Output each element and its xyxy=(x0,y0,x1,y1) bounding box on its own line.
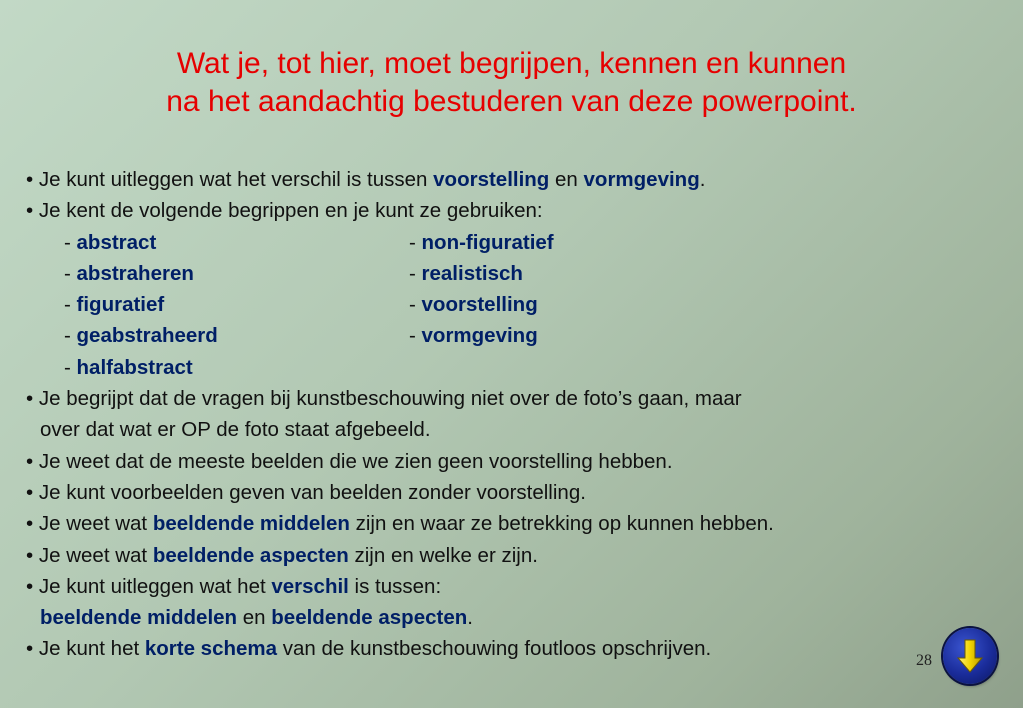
term: non-figuratief xyxy=(421,230,554,254)
keyword: korte schema xyxy=(144,637,278,661)
bullet-1 xyxy=(26,164,1006,195)
title-line-1: Wat je, tot hier, moet begrijpen, kennen en kunnen xyxy=(176,47,847,80)
bullet-text: • Je weet wat xyxy=(26,512,153,536)
dash: - xyxy=(64,324,77,348)
bullet-text: . xyxy=(467,606,473,630)
term-col2 xyxy=(409,258,523,289)
bullet-text: • Je kunt uitleggen wat het verschil is tussen xyxy=(26,168,434,191)
term-col2 xyxy=(409,289,538,320)
bullet-text: • Je kunt het xyxy=(26,637,145,661)
bullet-text: en xyxy=(237,606,272,630)
bullet-2: • Je kent de volgende begrippen en je kunt ze gebruiken: xyxy=(26,199,543,223)
bullet-text: en xyxy=(549,168,584,191)
bullet-text: . xyxy=(699,168,706,191)
term: figuratief xyxy=(76,293,165,317)
term-row-4 xyxy=(26,320,1006,351)
term-row-3 xyxy=(26,289,1006,320)
bullet-text: zijn en welke er zijn. xyxy=(348,543,538,567)
keyword: vormgeving xyxy=(583,168,700,191)
bullet-3-line-1: • Je begrijpt dat de vragen bij kunstbeschouwing niet over de foto’s gaan, maar xyxy=(26,387,742,411)
dash: - xyxy=(409,324,422,348)
term-col2 xyxy=(409,320,538,351)
title-line-2: na het aandachtig bestuderen van deze powerpoint. xyxy=(166,85,857,118)
term: realistisch xyxy=(421,261,523,285)
bullet-text: van de kunstbeschouwing foutloos opschrijven. xyxy=(277,637,712,661)
keyword: beeldende middelen xyxy=(40,606,238,630)
keyword: beeldende aspecten xyxy=(152,543,349,567)
keyword: beeldende middelen xyxy=(152,512,350,536)
dash: - xyxy=(64,355,77,379)
bullet-6 xyxy=(26,508,1006,539)
term-row-5 xyxy=(26,352,1006,383)
dash: - xyxy=(64,293,77,317)
bullet-9 xyxy=(26,633,1006,664)
bullet-8-line-1 xyxy=(26,571,1006,602)
slide-content xyxy=(26,164,1006,665)
term-col2 xyxy=(409,227,554,258)
bullet-text: • Je kunt uitleggen wat het xyxy=(26,574,272,598)
bullet-7 xyxy=(26,540,1006,571)
dash: - xyxy=(64,230,77,254)
down-arrow-icon xyxy=(956,638,984,674)
keyword: beeldende aspecten xyxy=(271,606,468,630)
keyword: verschil xyxy=(271,574,349,598)
bullet-text: zijn en waar ze betrekking op kunnen hebben. xyxy=(349,512,774,536)
dash: - xyxy=(409,293,422,317)
term: geabstraheerd xyxy=(76,324,218,348)
bullet-text: is tussen: xyxy=(348,574,442,598)
keyword: voorstelling xyxy=(433,168,550,191)
dash: - xyxy=(64,261,77,285)
bullet-3-line-2: over dat wat er OP de foto staat afgebeeld. xyxy=(40,418,431,442)
dash: - xyxy=(409,230,422,254)
term: vormgeving xyxy=(421,324,538,348)
bullet-text: • Je weet wat xyxy=(26,543,153,567)
slide-title xyxy=(0,45,1023,121)
term: abstract xyxy=(76,230,157,254)
bullet-8-line-2 xyxy=(26,602,1006,633)
term: voorstelling xyxy=(421,293,538,317)
next-slide-button[interactable] xyxy=(943,628,997,684)
term: halfabstract xyxy=(76,355,193,379)
dash: - xyxy=(409,261,422,285)
page-number: 28 xyxy=(916,652,932,669)
term: abstraheren xyxy=(76,261,194,285)
bullet-5: • Je kunt voorbeelden geven van beelden zonder voorstelling. xyxy=(26,480,586,504)
bullet-4: • Je weet dat de meeste beelden die we zien geen voorstelling hebben. xyxy=(26,449,673,473)
term-row-1 xyxy=(26,227,1006,258)
term-row-2 xyxy=(26,258,1006,289)
